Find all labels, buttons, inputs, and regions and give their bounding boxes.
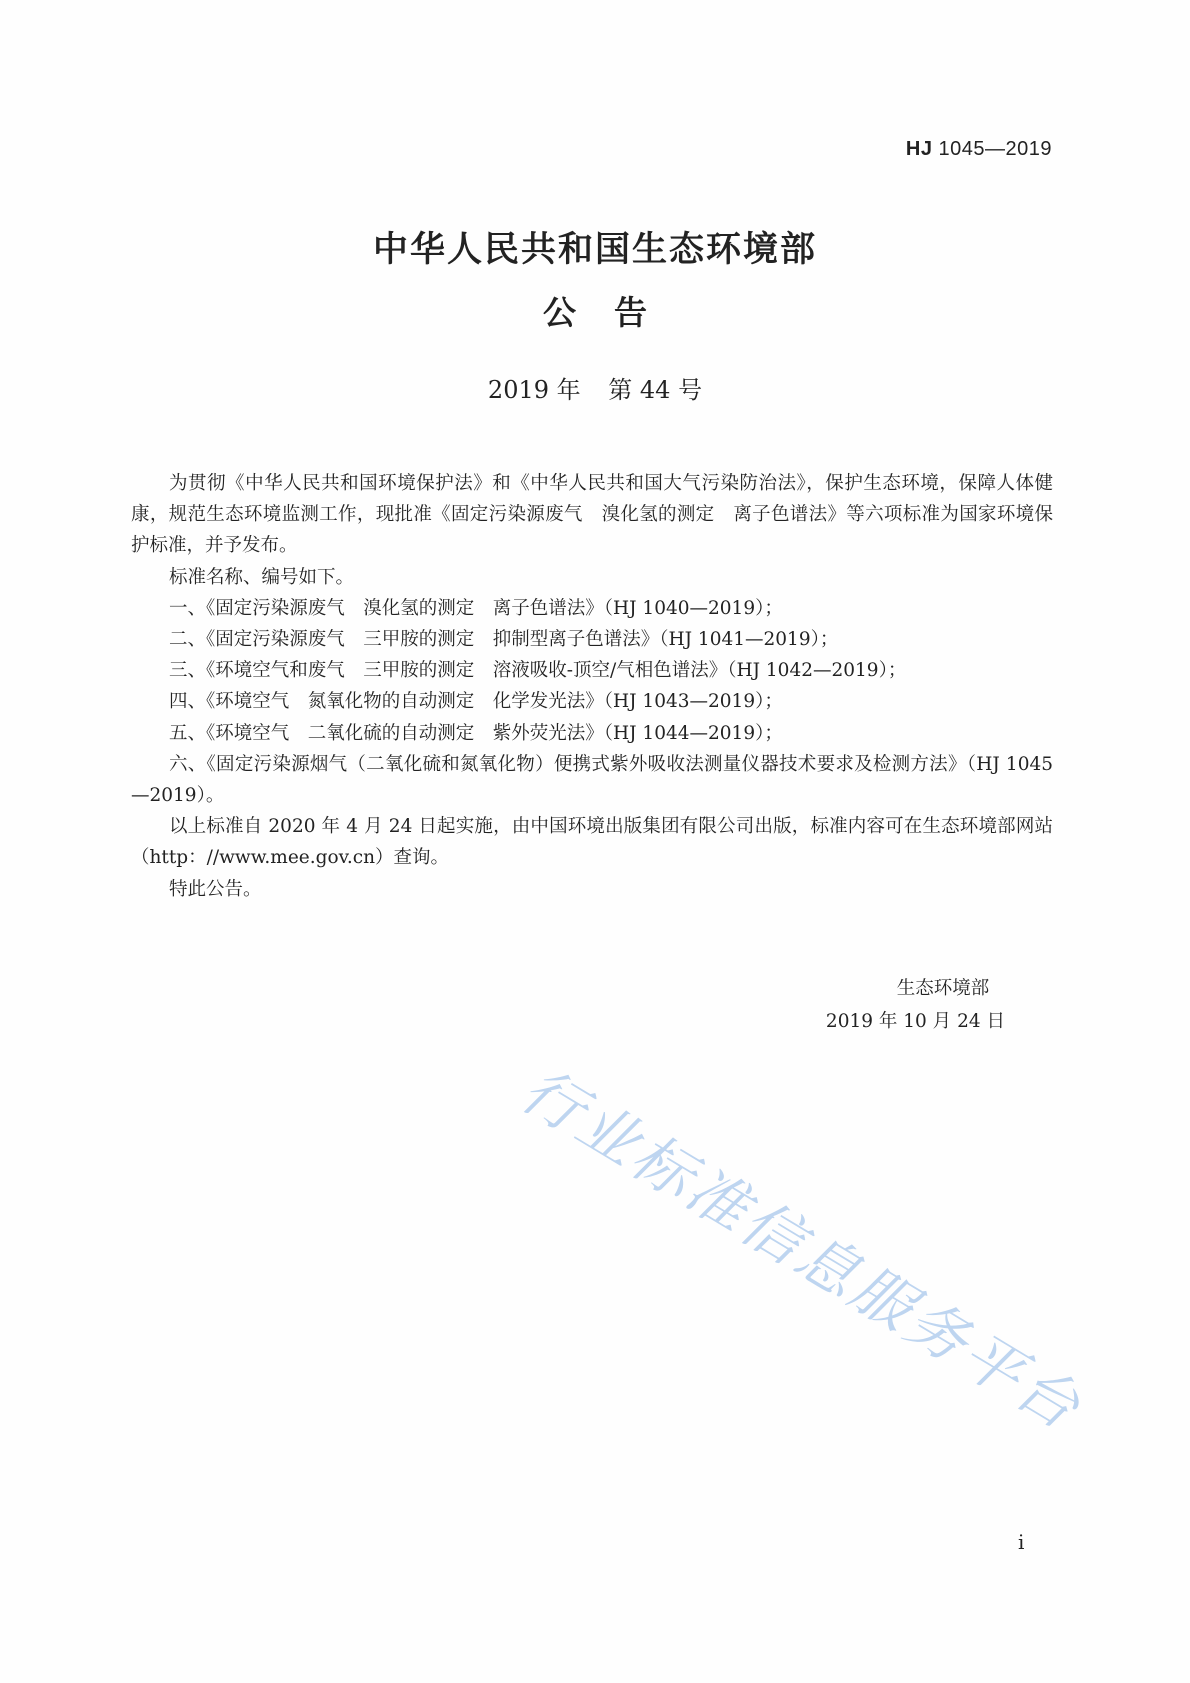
announcement-body — [131, 468, 1053, 905]
standard-code-prefix: HJ — [905, 138, 933, 160]
announcement-number — [0, 370, 1190, 405]
standard-item: 四、《环境空气 氮氧化物的自动测定 化学发光法》（HJ 1043—2019）； — [169, 691, 783, 713]
page-number: i — [1018, 1530, 1025, 1554]
standard-item: 二、《固定污染源废气 三甲胺的测定 抑制型离子色谱法》（HJ 1041—2019）； — [169, 629, 839, 651]
announcement-issue-number: 第 44 号 — [608, 376, 703, 404]
standard-code — [906, 138, 1052, 161]
announcement-year: 2019 年 — [487, 376, 581, 404]
standard-item: 一、《固定污染源废气 溴化氢的测定 离子色谱法》（HJ 1040—2019）； — [169, 597, 783, 619]
watermark: 行业标准信息服务平台 — [509, 1055, 1094, 1445]
paragraph-implementation: 以上标准自 2020 年 4 月 24 日起实施，由中国环境出版集团有限公司出版，标准内容可在生态环境部网站（http：//www.mee.gov.cn）查询。 — [131, 816, 1053, 869]
document-title: 中华人民共和国生态环境部 — [372, 230, 817, 270]
paragraph-closing: 特此公告。 — [169, 878, 262, 900]
standard-item: 五、《环境空气 二氧化硫的自动测定 紫外荧光法》（HJ 1044—2019）； — [169, 722, 783, 744]
standard-item: 六、《固定污染源烟气（二氧化硫和氮氧化物）便携式紫外吸收法测量仪器技术要求及检测方法》（HJ 1045—2019）。 — [131, 753, 1053, 807]
paragraph-intro: 为贯彻《中华人民共和国环境保护法》和《中华人民共和国大气污染防治法》，保护生态环境，保障人体健康，规范生态环境监测工作，现批准《固定污染源废气 溴化氢的测定 离子色谱法》等六项标准为国家环境保护标准，并予发布。 — [131, 473, 1053, 557]
signature-date: 2019 年 10 月 24 日 — [825, 1011, 1005, 1032]
standard-code-number: 1045—2019 — [938, 138, 1052, 160]
document-subtitle: 公告 — [543, 293, 685, 332]
signature-block — [826, 972, 1005, 1038]
standard-item: 三、《环境空气和废气 三甲胺的测定 溶液吸收-顶空/气相色谱法》（HJ 1042—2019）； — [169, 660, 907, 682]
paragraph-list-intro: 标准名称、编号如下。 — [169, 566, 355, 588]
signature-organization: 生态环境部 — [896, 978, 990, 999]
